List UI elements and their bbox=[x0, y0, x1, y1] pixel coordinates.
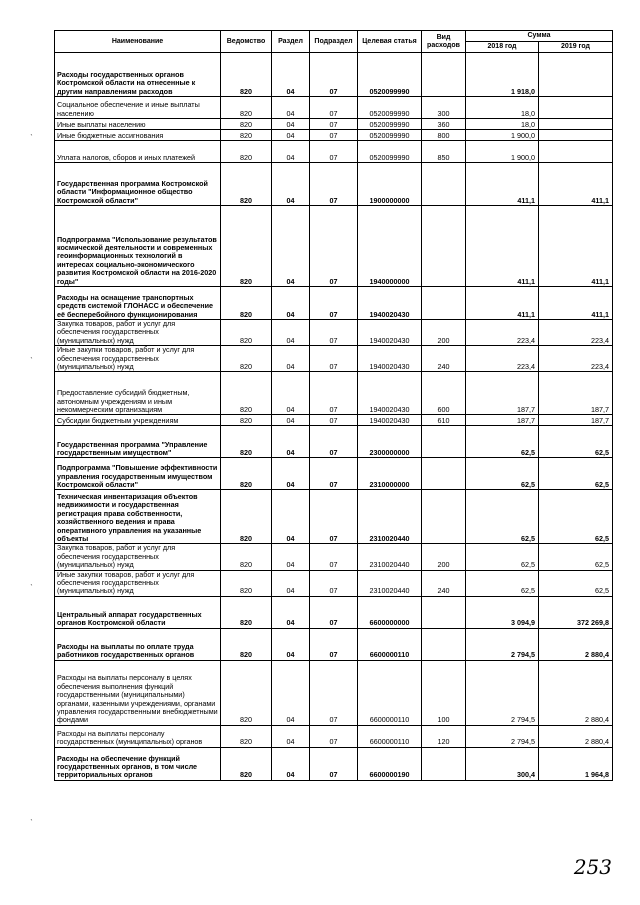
row-sum-2019: 2 880,4 bbox=[539, 725, 613, 747]
row-razdel: 04 bbox=[272, 490, 310, 544]
row-vid: 850 bbox=[422, 141, 466, 163]
table-row bbox=[55, 163, 613, 206]
row-vid bbox=[422, 206, 466, 287]
header-target: Целевая статья bbox=[358, 31, 422, 53]
row-vedomstvo: 820 bbox=[221, 628, 272, 660]
row-sum-2018: 62,5 bbox=[466, 458, 539, 490]
row-razdel: 04 bbox=[272, 53, 310, 97]
row-name: Закупка товаров, работ и услуг для обеспечения государственных (муниципальных) нужд bbox=[55, 320, 221, 346]
table-row bbox=[55, 372, 613, 415]
row-razdel: 04 bbox=[272, 130, 310, 141]
row-target: 2310020440 bbox=[358, 570, 422, 596]
row-razdel: 04 bbox=[272, 372, 310, 415]
row-sum-2019: 372 269,8 bbox=[539, 596, 613, 628]
table-row bbox=[55, 346, 613, 372]
row-podrazdel: 07 bbox=[310, 415, 358, 426]
row-sum-2019: 62,5 bbox=[539, 490, 613, 544]
table-row bbox=[55, 747, 613, 780]
row-target: 1940020430 bbox=[358, 346, 422, 372]
row-sum-2018: 411,1 bbox=[466, 287, 539, 320]
row-vid bbox=[422, 596, 466, 628]
row-sum-2019: 2 880,4 bbox=[539, 628, 613, 660]
row-name: Расходы на выплаты персоналу государственных (муниципальных) органов bbox=[55, 725, 221, 747]
table-row bbox=[55, 628, 613, 660]
row-vedomstvo: 820 bbox=[221, 426, 272, 458]
row-target: 1940000000 bbox=[358, 206, 422, 287]
row-podrazdel: 07 bbox=[310, 596, 358, 628]
table-row bbox=[55, 119, 613, 130]
row-name: Техническая инвентаризация объектов недвижимости и государственная регистрация права собственности, хозяйственного ведения и права оперативного управления на указанные объекты bbox=[55, 490, 221, 544]
row-name: Расходы на обеспечение функций государственных органов, в том числе территориальных органов bbox=[55, 747, 221, 780]
row-vid bbox=[422, 490, 466, 544]
row-podrazdel: 07 bbox=[310, 725, 358, 747]
row-sum-2018: 223,4 bbox=[466, 346, 539, 372]
row-podrazdel: 07 bbox=[310, 141, 358, 163]
row-target: 6600000190 bbox=[358, 747, 422, 780]
budget-table bbox=[54, 30, 613, 781]
row-name: Расходы на выплаты по оплате труда работников государственных органов bbox=[55, 628, 221, 660]
row-razdel: 04 bbox=[272, 725, 310, 747]
row-sum-2018: 62,5 bbox=[466, 570, 539, 596]
row-sum-2019 bbox=[539, 119, 613, 130]
row-vedomstvo: 820 bbox=[221, 570, 272, 596]
row-sum-2019 bbox=[539, 141, 613, 163]
row-vedomstvo: 820 bbox=[221, 346, 272, 372]
row-razdel: 04 bbox=[272, 97, 310, 119]
row-name: Центральный аппарат государственных органов Костромской области bbox=[55, 596, 221, 628]
row-podrazdel: 07 bbox=[310, 130, 358, 141]
row-name: Закупка товаров, работ и услуг для обеспечения государственных (муниципальных) нужд bbox=[55, 544, 221, 570]
table-row bbox=[55, 97, 613, 119]
row-podrazdel: 07 bbox=[310, 747, 358, 780]
row-target: 1940020430 bbox=[358, 287, 422, 320]
header-2019: 2019 год bbox=[539, 42, 613, 53]
row-podrazdel: 07 bbox=[310, 628, 358, 660]
row-vedomstvo: 820 bbox=[221, 320, 272, 346]
header-2018: 2018 год bbox=[466, 42, 539, 53]
header-podrazdel: Подраздел bbox=[310, 31, 358, 53]
row-vedomstvo: 820 bbox=[221, 415, 272, 426]
row-target: 2310000000 bbox=[358, 458, 422, 490]
margin-mark: ˋ bbox=[30, 356, 33, 366]
row-podrazdel: 07 bbox=[310, 320, 358, 346]
row-vedomstvo: 820 bbox=[221, 544, 272, 570]
row-name: Уплата налогов, сборов и иных платежей bbox=[55, 141, 221, 163]
row-sum-2018: 1 900,0 bbox=[466, 141, 539, 163]
row-sum-2018: 2 794,5 bbox=[466, 628, 539, 660]
row-vedomstvo: 820 bbox=[221, 163, 272, 206]
row-sum-2019: 62,5 bbox=[539, 544, 613, 570]
row-vid: 360 bbox=[422, 119, 466, 130]
table-row bbox=[55, 725, 613, 747]
row-target: 1940020430 bbox=[358, 415, 422, 426]
row-name: Социальное обеспечение и иные выплаты населению bbox=[55, 97, 221, 119]
row-podrazdel: 07 bbox=[310, 287, 358, 320]
table-row bbox=[55, 458, 613, 490]
row-sum-2019: 62,5 bbox=[539, 426, 613, 458]
row-vid: 240 bbox=[422, 570, 466, 596]
row-podrazdel: 07 bbox=[310, 97, 358, 119]
row-razdel: 04 bbox=[272, 415, 310, 426]
row-razdel: 04 bbox=[272, 747, 310, 780]
row-target: 0520099990 bbox=[358, 141, 422, 163]
row-podrazdel: 07 bbox=[310, 570, 358, 596]
row-name: Расходы на оснащение транспортных средств системой ГЛОНАСС и обеспечение её бесперебойного функционирования bbox=[55, 287, 221, 320]
row-sum-2018: 187,7 bbox=[466, 415, 539, 426]
row-sum-2019 bbox=[539, 97, 613, 119]
row-sum-2019: 62,5 bbox=[539, 458, 613, 490]
table-row bbox=[55, 596, 613, 628]
row-vid: 120 bbox=[422, 725, 466, 747]
budget-document bbox=[54, 30, 612, 781]
row-vid: 600 bbox=[422, 372, 466, 415]
row-sum-2019: 223,4 bbox=[539, 346, 613, 372]
row-vid bbox=[422, 747, 466, 780]
row-vid bbox=[422, 628, 466, 660]
row-target: 6600000000 bbox=[358, 596, 422, 628]
row-razdel: 04 bbox=[272, 163, 310, 206]
row-razdel: 04 bbox=[272, 141, 310, 163]
row-sum-2018: 300,4 bbox=[466, 747, 539, 780]
row-sum-2019: 187,7 bbox=[539, 372, 613, 415]
row-sum-2019: 411,1 bbox=[539, 163, 613, 206]
row-target: 0520099990 bbox=[358, 130, 422, 141]
table-row bbox=[55, 320, 613, 346]
table-row bbox=[55, 660, 613, 725]
row-target: 2310020440 bbox=[358, 490, 422, 544]
margin-mark: ˋ bbox=[30, 133, 33, 143]
row-vedomstvo: 820 bbox=[221, 119, 272, 130]
row-name: Иные выплаты населению bbox=[55, 119, 221, 130]
row-vid: 200 bbox=[422, 544, 466, 570]
row-vid: 240 bbox=[422, 346, 466, 372]
row-razdel: 04 bbox=[272, 596, 310, 628]
row-sum-2018: 2 794,5 bbox=[466, 660, 539, 725]
row-sum-2019 bbox=[539, 53, 613, 97]
row-sum-2018: 223,4 bbox=[466, 320, 539, 346]
header-vid: Вид расходов bbox=[422, 31, 466, 53]
table-row bbox=[55, 570, 613, 596]
row-vid bbox=[422, 287, 466, 320]
row-target: 1900000000 bbox=[358, 163, 422, 206]
row-vedomstvo: 820 bbox=[221, 596, 272, 628]
row-vedomstvo: 820 bbox=[221, 141, 272, 163]
table-row bbox=[55, 141, 613, 163]
row-sum-2018: 62,5 bbox=[466, 544, 539, 570]
row-vedomstvo: 820 bbox=[221, 97, 272, 119]
row-razdel: 04 bbox=[272, 628, 310, 660]
row-target: 0520099990 bbox=[358, 97, 422, 119]
row-sum-2019: 1 964,8 bbox=[539, 747, 613, 780]
row-sum-2018: 187,7 bbox=[466, 372, 539, 415]
row-sum-2018: 411,1 bbox=[466, 163, 539, 206]
row-sum-2019: 62,5 bbox=[539, 570, 613, 596]
row-razdel: 04 bbox=[272, 320, 310, 346]
row-name: Подпрограмма "Повышение эффективности управления государственным имуществом Костромской области" bbox=[55, 458, 221, 490]
row-razdel: 04 bbox=[272, 426, 310, 458]
row-razdel: 04 bbox=[272, 458, 310, 490]
row-podrazdel: 07 bbox=[310, 372, 358, 415]
row-name: Иные бюджетные ассигнования bbox=[55, 130, 221, 141]
row-sum-2018: 2 794,5 bbox=[466, 725, 539, 747]
header-vedomstvo: Ведомство bbox=[221, 31, 272, 53]
row-podrazdel: 07 bbox=[310, 119, 358, 130]
table-row bbox=[55, 130, 613, 141]
row-podrazdel: 07 bbox=[310, 346, 358, 372]
table-row bbox=[55, 415, 613, 426]
row-target: 0520099990 bbox=[358, 119, 422, 130]
margin-mark: ˋ bbox=[30, 583, 33, 593]
row-vid: 800 bbox=[422, 130, 466, 141]
row-vedomstvo: 820 bbox=[221, 660, 272, 725]
row-name: Государственная программа Костромской области "Информационное общество Костромской области" bbox=[55, 163, 221, 206]
row-sum-2019: 411,1 bbox=[539, 287, 613, 320]
row-sum-2018: 62,5 bbox=[466, 490, 539, 544]
row-podrazdel: 07 bbox=[310, 53, 358, 97]
table-row bbox=[55, 53, 613, 97]
row-name: Предоставление субсидий бюджетным, автономным учреждениям и иным некоммерческим организациям bbox=[55, 372, 221, 415]
row-razdel: 04 bbox=[272, 206, 310, 287]
row-target: 6600000110 bbox=[358, 628, 422, 660]
row-vedomstvo: 820 bbox=[221, 725, 272, 747]
row-name: Государственная программа "Управление государственным имуществом" bbox=[55, 426, 221, 458]
row-razdel: 04 bbox=[272, 660, 310, 725]
row-name: Подпрограмма "Использование результатов космической деятельности и современных геоинформационных технологий в интересах социально-экономического развития Костромской области на 2016-2020 годы" bbox=[55, 206, 221, 287]
table-row bbox=[55, 544, 613, 570]
row-razdel: 04 bbox=[272, 544, 310, 570]
row-sum-2018: 62,5 bbox=[466, 426, 539, 458]
row-name: Расходы государственных органов Костромской области на отнесенные к другим направлениям расходов bbox=[55, 53, 221, 97]
table-body bbox=[55, 53, 613, 781]
row-razdel: 04 bbox=[272, 119, 310, 130]
row-sum-2019: 223,4 bbox=[539, 320, 613, 346]
row-vid: 610 bbox=[422, 415, 466, 426]
row-razdel: 04 bbox=[272, 287, 310, 320]
row-target: 2300000000 bbox=[358, 426, 422, 458]
row-vid: 300 bbox=[422, 97, 466, 119]
row-target: 0520099990 bbox=[358, 53, 422, 97]
row-razdel: 04 bbox=[272, 346, 310, 372]
row-podrazdel: 07 bbox=[310, 426, 358, 458]
row-sum-2018: 1 900,0 bbox=[466, 130, 539, 141]
row-vid bbox=[422, 426, 466, 458]
row-target: 6600000110 bbox=[358, 725, 422, 747]
row-sum-2019: 2 880,4 bbox=[539, 660, 613, 725]
row-sum-2018: 18,0 bbox=[466, 119, 539, 130]
table-row bbox=[55, 426, 613, 458]
table-row bbox=[55, 490, 613, 544]
row-name: Субсидии бюджетным учреждениям bbox=[55, 415, 221, 426]
row-sum-2018: 18,0 bbox=[466, 97, 539, 119]
row-target: 2310020440 bbox=[358, 544, 422, 570]
table-row bbox=[55, 206, 613, 287]
row-vedomstvo: 820 bbox=[221, 53, 272, 97]
table-row bbox=[55, 287, 613, 320]
row-podrazdel: 07 bbox=[310, 458, 358, 490]
row-vedomstvo: 820 bbox=[221, 458, 272, 490]
row-vid bbox=[422, 53, 466, 97]
row-sum-2019: 411,1 bbox=[539, 206, 613, 287]
header-razdel: Раздел bbox=[272, 31, 310, 53]
row-vid bbox=[422, 163, 466, 206]
row-sum-2018: 3 094,9 bbox=[466, 596, 539, 628]
row-vedomstvo: 820 bbox=[221, 206, 272, 287]
row-name: Иные закупки товаров, работ и услуг для обеспечения государственных (муниципальных) нужд bbox=[55, 570, 221, 596]
row-podrazdel: 07 bbox=[310, 660, 358, 725]
row-vedomstvo: 820 bbox=[221, 130, 272, 141]
row-podrazdel: 07 bbox=[310, 206, 358, 287]
row-target: 6600000110 bbox=[358, 660, 422, 725]
row-vid: 200 bbox=[422, 320, 466, 346]
row-vedomstvo: 820 bbox=[221, 372, 272, 415]
row-name: Иные закупки товаров, работ и услуг для обеспечения государственных (муниципальных) нужд bbox=[55, 346, 221, 372]
row-name: Расходы на выплаты персоналу в целях обеспечения выполнения функций государственными (муниципальными) органами, казенными учреждениями, органами управления государственными внебюджетными фондами bbox=[55, 660, 221, 725]
row-vedomstvo: 820 bbox=[221, 490, 272, 544]
header-summa: Сумма bbox=[466, 31, 613, 42]
row-sum-2019: 187,7 bbox=[539, 415, 613, 426]
header-name: Наименование bbox=[55, 31, 221, 53]
row-vedomstvo: 820 bbox=[221, 287, 272, 320]
row-sum-2018: 1 918,0 bbox=[466, 53, 539, 97]
row-razdel: 04 bbox=[272, 570, 310, 596]
row-podrazdel: 07 bbox=[310, 163, 358, 206]
row-target: 1940020430 bbox=[358, 320, 422, 346]
row-vid: 100 bbox=[422, 660, 466, 725]
margin-mark: ˋ bbox=[30, 818, 33, 828]
row-vid bbox=[422, 458, 466, 490]
row-vedomstvo: 820 bbox=[221, 747, 272, 780]
row-podrazdel: 07 bbox=[310, 490, 358, 544]
row-target: 1940020430 bbox=[358, 372, 422, 415]
row-podrazdel: 07 bbox=[310, 544, 358, 570]
row-sum-2019 bbox=[539, 130, 613, 141]
page-number: 253 bbox=[573, 855, 612, 879]
row-sum-2018: 411,1 bbox=[466, 206, 539, 287]
